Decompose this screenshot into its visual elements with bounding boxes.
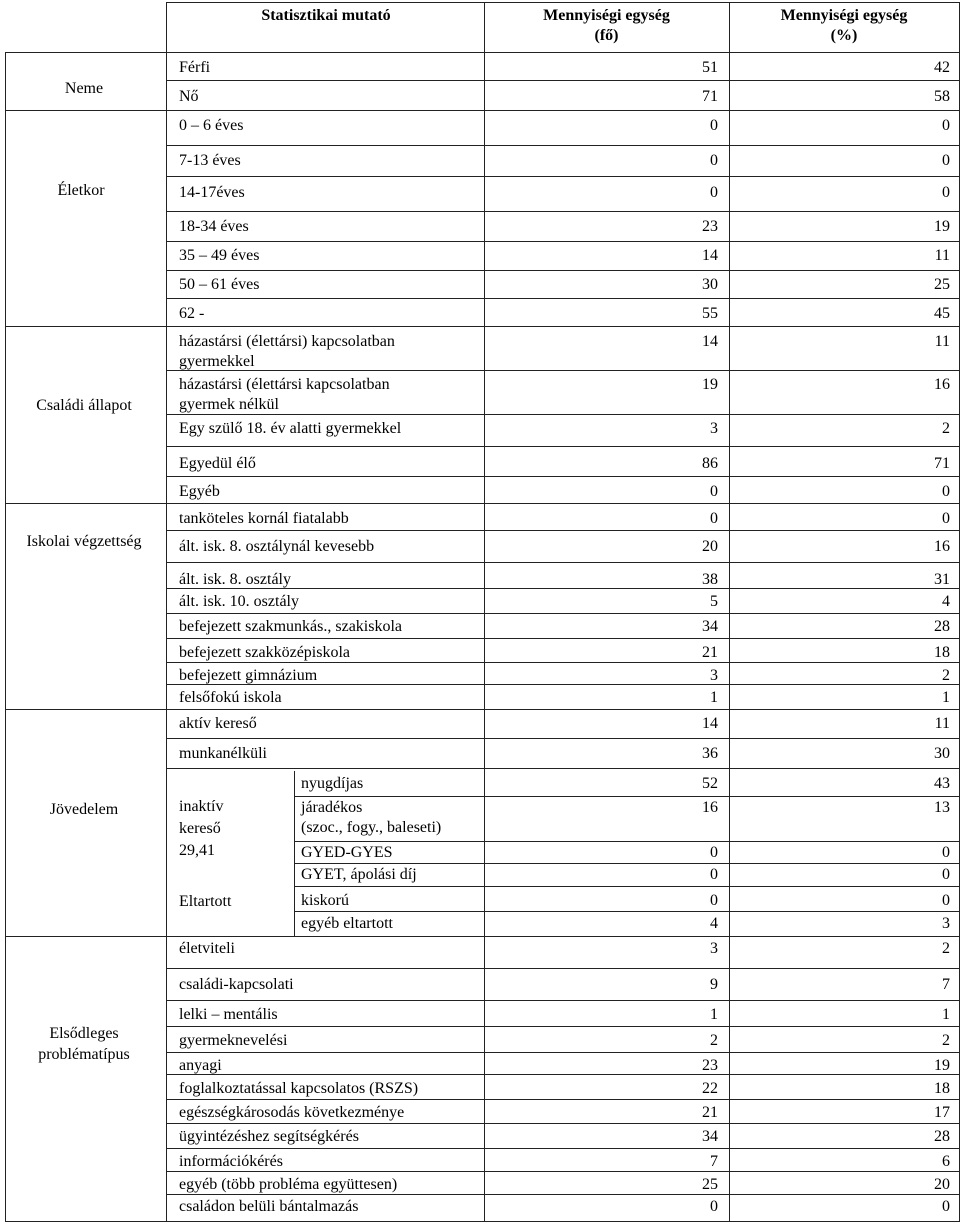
row-percent: 6: [942, 1153, 950, 1170]
group-jovedelem: Jövedelem: [49, 801, 119, 818]
grid-line-horizontal: [166, 1171, 960, 1172]
row-label: házastársi (élettársi kapcsolatban: [179, 376, 390, 393]
row-count: 55: [702, 305, 718, 322]
grid-line-horizontal: [166, 211, 960, 212]
row-label: 7-13 éves: [179, 152, 241, 169]
row-label: 62 -: [179, 305, 205, 322]
row-percent: 19: [934, 218, 950, 235]
row-percent: 7: [942, 976, 950, 993]
inaktiv-label-line3: 29,41: [179, 842, 215, 859]
row-percent: 18: [934, 644, 950, 661]
row-count: 21: [702, 1104, 718, 1121]
grid-line-horizontal: [166, 768, 960, 769]
row-label: aktív kereső: [179, 715, 257, 732]
group-eletkor: Életkor: [57, 182, 105, 199]
row-count: 14: [702, 715, 718, 732]
grid-line-horizontal: [294, 863, 960, 864]
row-count: 0: [710, 1198, 718, 1215]
row-label: családi-kapcsolati: [179, 976, 294, 993]
row-label: befejezett szakközépiskola: [179, 644, 351, 661]
header-unit-pct-sub: (%): [830, 27, 858, 44]
grid-line-horizontal: [166, 562, 960, 563]
row-label: 14-17éves: [179, 184, 245, 201]
row-percent: 28: [934, 1128, 950, 1145]
row-label: egyéb eltartott: [301, 915, 393, 932]
grid-line-vertical: [484, 2, 485, 1221]
grid-line-horizontal: [5, 709, 166, 710]
row-label-line2: gyermek nélkül: [179, 396, 279, 413]
row-label: életviteli: [179, 940, 235, 957]
row-label: foglalkoztatással kapcsolatos (RSZS): [179, 1080, 419, 1097]
grid-line-horizontal: [166, 738, 960, 739]
row-label: házastársi (élettársi) kapcsolatban: [179, 333, 395, 350]
row-label: információkérés: [179, 1153, 283, 1170]
row-label-line2: gyermekkel: [179, 353, 255, 370]
row-label: 0 – 6 éves: [179, 117, 244, 134]
row-count: 21: [702, 644, 718, 661]
group-problema-line1: Elsődleges: [49, 1025, 119, 1042]
grid-line-horizontal: [166, 968, 960, 969]
row-count: 0: [710, 844, 718, 861]
row-percent: 0: [942, 844, 950, 861]
row-percent: 16: [934, 376, 950, 393]
row-label: egyéb (több probléma együttesen): [179, 1176, 398, 1193]
row-percent: 11: [934, 715, 950, 732]
row-label: munkanélküli: [179, 745, 267, 762]
row-percent: 45: [934, 305, 950, 322]
grid-line-horizontal: [5, 52, 960, 53]
grid-line-vertical: [5, 52, 6, 1221]
row-percent: 1: [942, 1006, 950, 1023]
grid-line-horizontal: [166, 613, 960, 614]
row-percent: 0: [942, 117, 950, 134]
row-label: családon belüli bántalmazás: [179, 1198, 359, 1215]
grid-line-horizontal: [166, 110, 960, 111]
grid-line-horizontal: [166, 446, 960, 447]
row-percent: 0: [942, 510, 950, 527]
grid-line-horizontal: [166, 176, 960, 177]
grid-line-horizontal: [166, 1148, 960, 1149]
row-count: 16: [702, 799, 718, 816]
grid-line-horizontal: [166, 241, 960, 242]
row-percent: 4: [942, 593, 950, 610]
row-label: ált. isk. 8. osztálynál kevesebb: [179, 538, 375, 555]
row-count: 71: [702, 88, 718, 105]
row-percent: 0: [942, 1198, 950, 1215]
row-percent: 0: [942, 483, 950, 500]
row-count: 34: [702, 618, 718, 635]
row-count: 20: [702, 538, 718, 555]
grid-line-horizontal: [5, 936, 166, 937]
row-percent: 2: [942, 940, 950, 957]
row-label: Férfi: [179, 59, 211, 76]
grid-line-horizontal: [166, 936, 960, 937]
grid-line-horizontal: [166, 1000, 960, 1001]
grid-line-horizontal: [166, 638, 960, 639]
grid-line-horizontal: [166, 1123, 960, 1124]
row-count: 7: [710, 1153, 718, 1170]
row-percent: 25: [934, 276, 950, 293]
row-count: 52: [702, 775, 718, 792]
row-percent: 2: [942, 1032, 950, 1049]
row-label: tanköteles kornál fiatalabb: [179, 510, 349, 527]
grid-line-horizontal: [166, 370, 960, 371]
row-percent: 2: [942, 667, 950, 684]
row-label: 50 – 61 éves: [179, 276, 260, 293]
row-count: 0: [710, 483, 718, 500]
header-unit-count: Mennyiségi egység: [543, 7, 670, 24]
row-label: kiskorú: [301, 892, 349, 909]
row-percent: 19: [934, 1057, 950, 1074]
grid-line-horizontal: [166, 1194, 960, 1195]
row-percent: 71: [934, 455, 950, 472]
header-unit-pct: Mennyiségi egység: [780, 7, 908, 24]
row-label: anyagi: [179, 1057, 222, 1074]
row-count: 0: [710, 117, 718, 134]
row-count: 3: [710, 667, 718, 684]
row-percent: 0: [942, 866, 950, 883]
row-percent: 11: [934, 247, 950, 264]
row-percent: 42: [934, 59, 950, 76]
row-percent: 17: [934, 1104, 950, 1121]
row-count: 0: [710, 152, 718, 169]
grid-line-horizontal: [166, 709, 960, 710]
row-label: 18-34 éves: [179, 218, 249, 235]
row-label: befejezett szakmunkás., szakiskola: [179, 618, 403, 635]
row-percent: 2: [942, 420, 950, 437]
row-label: járadékos: [301, 799, 363, 816]
row-label: nyugdíjas: [301, 775, 364, 792]
row-percent: 0: [942, 152, 950, 169]
row-label: ált. isk. 10. osztály: [179, 593, 299, 610]
row-label: Egy szülő 18. év alatti gyermekkel: [179, 420, 402, 437]
row-percent: 0: [942, 892, 950, 909]
grid-line-horizontal: [166, 414, 960, 415]
row-percent: 28: [934, 618, 950, 635]
row-label: GYET, ápolási díj: [301, 866, 417, 883]
row-percent: 31: [934, 571, 950, 588]
group-neme: Neme: [64, 80, 104, 97]
row-count: 2: [710, 1032, 718, 1049]
row-count: 3: [710, 940, 718, 957]
grid-line-horizontal: [166, 503, 960, 504]
row-count: 14: [702, 333, 718, 350]
grid-line-horizontal: [166, 80, 960, 81]
row-count: 0: [710, 184, 718, 201]
grid-line-horizontal: [294, 841, 960, 842]
row-label: gyermeknevelési: [179, 1032, 288, 1049]
row-label: 35 – 49 éves: [179, 247, 260, 264]
row-label: ált. isk. 8. osztály: [179, 571, 291, 588]
row-count: 23: [702, 218, 718, 235]
grid-line-horizontal: [166, 1052, 960, 1053]
row-count: 30: [702, 276, 718, 293]
row-label: Egyedül élő: [179, 455, 256, 472]
eltartott-label: Eltartott: [179, 893, 232, 910]
row-count: 0: [710, 510, 718, 527]
grid-line-horizontal: [5, 503, 166, 504]
row-count: 9: [710, 976, 718, 993]
row-percent: 43: [934, 775, 950, 792]
inaktiv-label-line1: inaktív: [179, 798, 224, 815]
grid-line-horizontal: [166, 1026, 960, 1027]
grid-line-horizontal: [5, 326, 166, 327]
grid-line-horizontal: [294, 886, 960, 887]
row-percent: 3: [942, 915, 950, 932]
row-count: 19: [702, 376, 718, 393]
grid-line-horizontal: [166, 2, 960, 3]
inaktiv-label-line2: kereső: [179, 820, 221, 837]
row-count: 0: [710, 866, 718, 883]
grid-line-vertical: [729, 2, 730, 1221]
grid-line-horizontal: [166, 326, 960, 327]
grid-line-horizontal: [166, 684, 960, 685]
row-percent: 18: [934, 1080, 950, 1097]
group-problema-line2: problématípus: [38, 1046, 130, 1063]
row-count: 1: [710, 689, 718, 706]
row-label: ügyintézéshez segítségkérés: [179, 1128, 359, 1145]
row-percent: 0: [942, 184, 950, 201]
row-count: 22: [702, 1080, 718, 1097]
row-percent: 16: [934, 538, 950, 555]
row-label: befejezett gimnázium: [179, 667, 318, 684]
grid-line-horizontal: [5, 1221, 960, 1222]
group-iskolai-vegzettseg: Iskolai végzettség: [26, 533, 142, 550]
grid-line-horizontal: [166, 476, 960, 477]
row-label-line2: (szoc., fogy., baleseti): [301, 819, 442, 836]
group-csaladi-allapot: Családi állapot: [36, 397, 132, 414]
row-count: 38: [702, 571, 718, 588]
row-count: 25: [702, 1176, 718, 1193]
grid-line-horizontal: [294, 796, 960, 797]
row-percent: 20: [934, 1176, 950, 1193]
row-label: GYED-GYES: [301, 844, 393, 861]
row-count: 4: [710, 915, 718, 932]
row-label: Egyéb: [179, 483, 220, 500]
row-count: 0: [710, 892, 718, 909]
row-count: 23: [702, 1057, 718, 1074]
grid-line-horizontal: [166, 530, 960, 531]
row-count: 1: [710, 1006, 718, 1023]
grid-line-vertical: [166, 2, 167, 1221]
grid-line-horizontal: [166, 588, 960, 589]
grid-line-horizontal: [166, 298, 960, 299]
grid-line-horizontal: [166, 1074, 960, 1075]
row-percent: 11: [934, 333, 950, 350]
grid-line-horizontal: [5, 110, 166, 111]
row-count: 86: [702, 455, 718, 472]
grid-line-horizontal: [166, 662, 960, 663]
row-label: felsőfokú iskola: [179, 689, 282, 706]
grid-line-horizontal: [166, 1099, 960, 1100]
row-percent: 30: [934, 745, 950, 762]
header-unit-count-sub: (fő): [594, 27, 619, 44]
header-indicator: Statisztikai mutató: [261, 7, 391, 24]
row-percent: 13: [934, 799, 950, 816]
row-label: Nő: [179, 88, 199, 105]
row-count: 3: [710, 420, 718, 437]
row-count: 14: [702, 247, 718, 264]
row-percent: 58: [934, 88, 950, 105]
grid-line-horizontal: [294, 911, 960, 912]
row-label: egészségkárosodás következménye: [179, 1104, 405, 1121]
grid-line-horizontal: [166, 145, 960, 146]
row-count: 36: [702, 745, 718, 762]
row-count: 5: [710, 593, 718, 610]
row-label: lelki – mentális: [179, 1006, 278, 1023]
grid-line-horizontal: [166, 270, 960, 271]
row-percent: 1: [942, 689, 950, 706]
row-count: 34: [702, 1128, 718, 1145]
row-count: 51: [702, 59, 718, 76]
